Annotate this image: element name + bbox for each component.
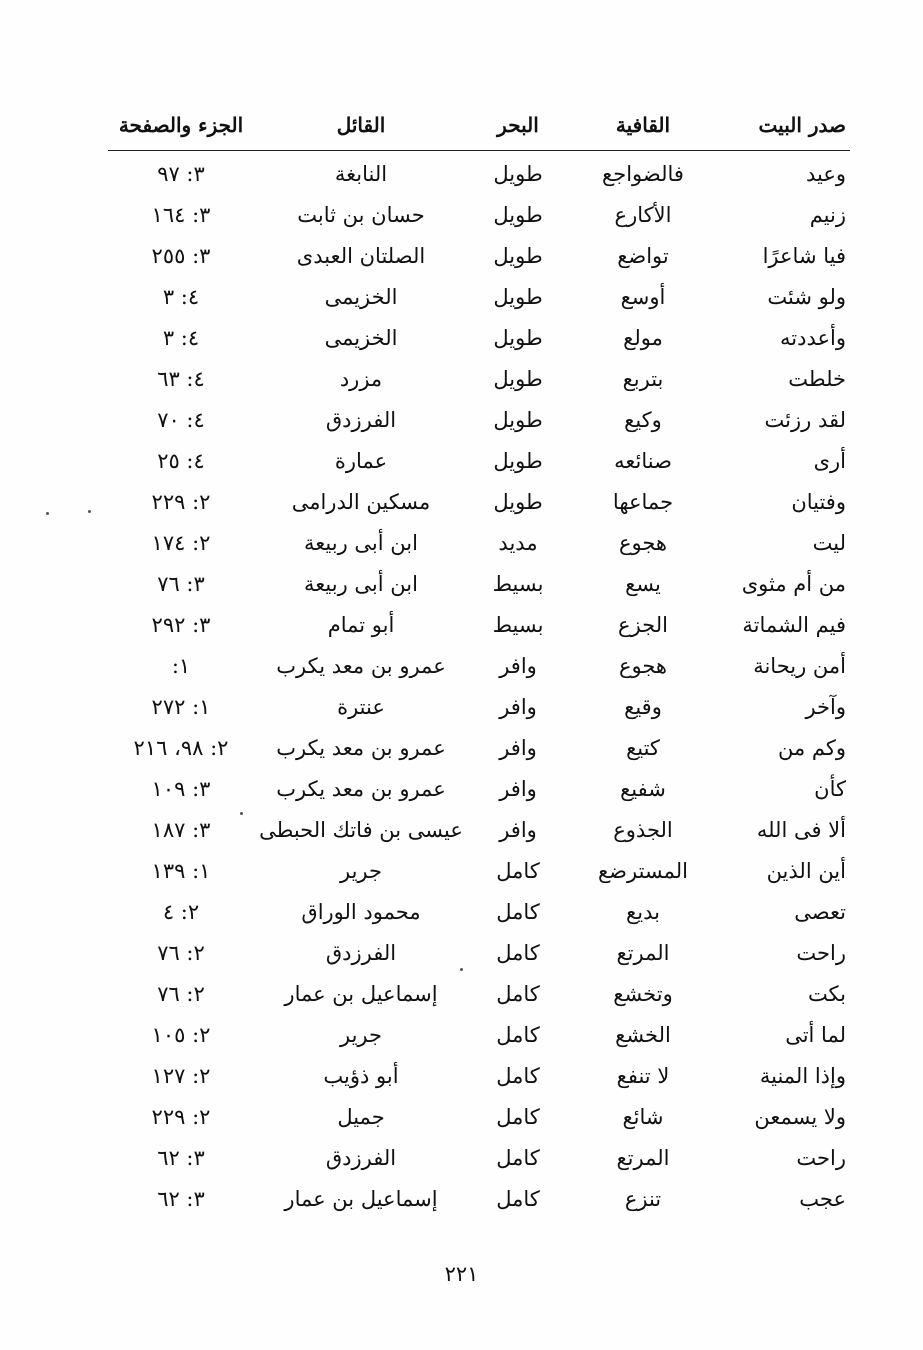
cell-poet: ابن أبى ربيعة — [304, 571, 418, 596]
verse-index-table — [108, 100, 850, 1219]
header-rhyme: القافية — [615, 113, 671, 137]
cell-meter: طويل — [493, 366, 543, 391]
cell-poet: محمود الوراق — [301, 899, 421, 924]
cell-verse: من أم مثوى — [741, 571, 846, 596]
cell-rhyme: وكيع — [624, 407, 662, 432]
cell-volume-page: ٢: ٧٦ — [157, 940, 205, 965]
cell-poet: مزرد — [339, 366, 383, 391]
cell-rhyme: الخشع — [615, 1022, 671, 1047]
cell-poet: عمارة — [334, 448, 388, 473]
cell-rhyme: وتخشع — [613, 981, 673, 1006]
cell-poet: مسكين الدرامى — [291, 489, 431, 514]
cell-meter: طويل — [493, 325, 543, 350]
table-row — [108, 686, 850, 727]
table-row — [108, 194, 850, 235]
speck-mark — [46, 512, 49, 515]
cell-verse: أين الذين — [766, 858, 846, 883]
cell-verse: راحت — [796, 940, 846, 965]
cell-rhyme: أوسع — [620, 284, 666, 309]
cell-volume-page: ٣: ١٠٩ — [151, 776, 211, 801]
cell-volume-page: ٣: ٢٩٢ — [151, 612, 211, 637]
cell-poet: عنترة — [337, 694, 385, 719]
cell-poet: عمرو بن معد يكرب — [276, 735, 446, 760]
table-row — [108, 1178, 850, 1219]
cell-poet: الفرزدق — [325, 407, 397, 432]
cell-rhyme: المرتع — [616, 1145, 670, 1170]
page-number: ٢٢١ — [444, 1262, 479, 1286]
cell-meter: كامل — [496, 940, 540, 965]
cell-volume-page: ١: — [171, 653, 191, 678]
cell-poet: الفرزدق — [325, 1145, 397, 1170]
cell-rhyme: الجذوع — [613, 817, 673, 842]
cell-rhyme: كتيع — [626, 735, 660, 760]
cell-volume-page: ٣: ١٦٤ — [151, 202, 211, 227]
cell-rhyme: شفيع — [620, 776, 666, 801]
cell-meter: طويل — [493, 448, 543, 473]
cell-poet: إسماعيل بن عمار — [284, 981, 438, 1006]
table-row — [108, 1137, 850, 1178]
cell-poet: جرير — [340, 858, 382, 883]
cell-poet: الصلتان العبدى — [296, 243, 426, 268]
cell-verse: ولو شئت — [767, 284, 846, 309]
cell-volume-page: ٢: ٤ — [162, 899, 200, 924]
cell-rhyme: المرتع — [616, 940, 670, 965]
table-row — [108, 1096, 850, 1137]
cell-rhyme: المسترضع — [597, 858, 689, 883]
cell-volume-page: ٢: ٧٦ — [157, 981, 205, 1006]
cell-meter: طويل — [493, 243, 543, 268]
cell-verse: أرى — [813, 448, 846, 473]
table-row — [108, 440, 850, 481]
cell-verse: وكم من — [777, 735, 846, 760]
header-meter: البحر — [497, 113, 539, 137]
table-row — [108, 727, 850, 768]
cell-volume-page: ٢: ٢٢٩ — [151, 1104, 211, 1129]
cell-poet: عمرو بن معد يكرب — [276, 776, 446, 801]
cell-verse: وإذا المنية — [759, 1063, 846, 1088]
cell-poet: عيسى بن فاتك الحبطى — [259, 817, 463, 842]
cell-poet: الفرزدق — [325, 940, 397, 965]
cell-poet: أبو تمام — [327, 612, 395, 637]
cell-poet: الخزيمى — [324, 325, 398, 350]
cell-meter: وافر — [499, 694, 537, 719]
cell-verse: تعصى — [794, 899, 846, 924]
speck-mark — [460, 968, 463, 971]
cell-volume-page: ٤: ٧٠ — [157, 407, 205, 432]
cell-meter: كامل — [496, 1022, 540, 1047]
cell-poet: الخزيمى — [324, 284, 398, 309]
cell-poet: إسماعيل بن عمار — [284, 1186, 438, 1211]
cell-verse: ولا يسمعن — [754, 1104, 846, 1129]
table-row — [108, 276, 850, 317]
cell-verse: ألا فى الله — [756, 817, 846, 842]
cell-rhyme: تنزع — [624, 1186, 662, 1211]
cell-volume-page: ٣: ٢٥٥ — [151, 243, 211, 268]
cell-volume-page: ٢: ١٠٥ — [151, 1022, 211, 1047]
table-row — [108, 891, 850, 932]
cell-verse: عجب — [799, 1186, 846, 1211]
cell-rhyme: وقيع — [624, 694, 662, 719]
cell-rhyme: بتربع — [622, 366, 664, 391]
cell-poet: أبو ذؤيب — [323, 1063, 399, 1088]
cell-volume-page: ٤: ٣ — [162, 325, 200, 350]
cell-volume-page: ١: ٢٧٢ — [151, 694, 211, 719]
cell-meter: كامل — [496, 1104, 540, 1129]
cell-meter: طويل — [493, 407, 543, 432]
cell-meter: طويل — [493, 284, 543, 309]
table-row — [108, 604, 850, 645]
speck-mark — [88, 510, 91, 513]
table-row — [108, 358, 850, 399]
table-row — [108, 932, 850, 973]
cell-verse: أمن ريحانة — [753, 653, 846, 678]
cell-poet: ابن أبى ربيعة — [304, 530, 418, 555]
cell-poet: عمرو بن معد يكرب — [276, 653, 446, 678]
cell-rhyme: شائع — [622, 1104, 664, 1129]
cell-verse: ليت — [812, 530, 846, 555]
cell-rhyme: جماعها — [612, 489, 674, 514]
cell-rhyme: بديع — [626, 899, 660, 924]
cell-meter: وافر — [499, 817, 537, 842]
cell-verse: فيا شاعرًا — [762, 243, 846, 268]
table-row — [108, 317, 850, 358]
cell-meter: كامل — [496, 899, 540, 924]
cell-meter: بسيط — [492, 571, 544, 596]
cell-meter: كامل — [496, 1063, 540, 1088]
cell-verse: وعيد — [805, 161, 846, 186]
cell-volume-page: ١: ١٣٩ — [151, 858, 211, 883]
cell-volume-page: ٣: ٦٢ — [157, 1186, 205, 1211]
cell-meter: طويل — [493, 202, 543, 227]
table-row — [108, 481, 850, 522]
cell-meter: مديد — [498, 530, 538, 555]
cell-meter: وافر — [499, 776, 537, 801]
cell-meter: كامل — [496, 1186, 540, 1211]
cell-volume-page: ٣: ٦٢ — [157, 1145, 205, 1170]
cell-verse: وأعددته — [780, 325, 846, 350]
table-row — [108, 563, 850, 604]
cell-verse: كأن — [814, 776, 846, 801]
cell-rhyme: هجوع — [618, 653, 667, 678]
cell-rhyme: لا تنفع — [616, 1063, 670, 1088]
table-row — [108, 645, 850, 686]
table-row — [108, 768, 850, 809]
table-row — [108, 809, 850, 850]
header-poet: القائل — [336, 113, 386, 137]
header-verse: صدر البيت — [758, 113, 846, 137]
cell-volume-page: ٤: ٣ — [162, 284, 200, 309]
cell-meter: كامل — [496, 858, 540, 883]
speck-mark — [240, 812, 243, 815]
cell-meter: وافر — [499, 653, 537, 678]
table-row — [108, 1055, 850, 1096]
cell-meter: كامل — [496, 981, 540, 1006]
table-header-row — [108, 100, 850, 151]
cell-verse: وفتيان — [791, 489, 846, 514]
table-body — [108, 153, 850, 1219]
table-row — [108, 399, 850, 440]
table-row — [108, 973, 850, 1014]
cell-volume-page: ٢: ٩٨، ٢١٦ — [133, 735, 229, 760]
cell-poet: حسان بن ثابت — [297, 202, 425, 227]
table-row — [108, 850, 850, 891]
table-row — [108, 522, 850, 563]
cell-volume-page: ٣: ٩٧ — [157, 161, 205, 186]
table-row — [108, 1014, 850, 1055]
cell-verse: فيم الشماتة — [742, 612, 846, 637]
cell-meter: كامل — [496, 1145, 540, 1170]
cell-meter: بسيط — [492, 612, 544, 637]
cell-volume-page: ٣: ٧٦ — [157, 571, 205, 596]
cell-volume-page: ٢: ٢٢٩ — [151, 489, 211, 514]
cell-rhyme: تواضع — [617, 243, 669, 268]
cell-rhyme: هجوع — [618, 530, 667, 555]
header-volume-page: الجزء والصفحة — [118, 113, 244, 137]
cell-poet: جميل — [337, 1104, 385, 1129]
cell-verse: خلطت — [788, 366, 846, 391]
cell-verse: لما أتى — [785, 1022, 846, 1047]
cell-verse: وآخر — [805, 694, 846, 719]
cell-verse: بكت — [807, 981, 846, 1006]
cell-poet: جرير — [340, 1022, 382, 1047]
cell-meter: طويل — [493, 161, 543, 186]
cell-rhyme: فالضواجع — [602, 161, 684, 186]
cell-volume-page: ٣: ١٨٧ — [151, 817, 211, 842]
cell-rhyme: الجزع — [618, 612, 668, 637]
cell-poet: النابغة — [334, 161, 388, 186]
cell-volume-page: ٢: ١٢٧ — [151, 1063, 211, 1088]
cell-rhyme: مولع — [623, 325, 663, 350]
table-row — [108, 153, 850, 194]
cell-verse: زنيم — [809, 202, 846, 227]
cell-rhyme: صنائعه — [614, 448, 672, 473]
cell-rhyme: يسع — [625, 571, 661, 596]
cell-volume-page: ٢: ١٧٤ — [151, 530, 211, 555]
cell-meter: طويل — [493, 489, 543, 514]
cell-verse: لقد رزئت — [764, 407, 846, 432]
cell-volume-page: ٤: ٦٣ — [157, 366, 205, 391]
table-row — [108, 235, 850, 276]
cell-verse: راحت — [796, 1145, 846, 1170]
cell-meter: وافر — [499, 735, 537, 760]
cell-rhyme: الأكارع — [614, 202, 672, 227]
cell-volume-page: ٤: ٢٥ — [157, 448, 205, 473]
